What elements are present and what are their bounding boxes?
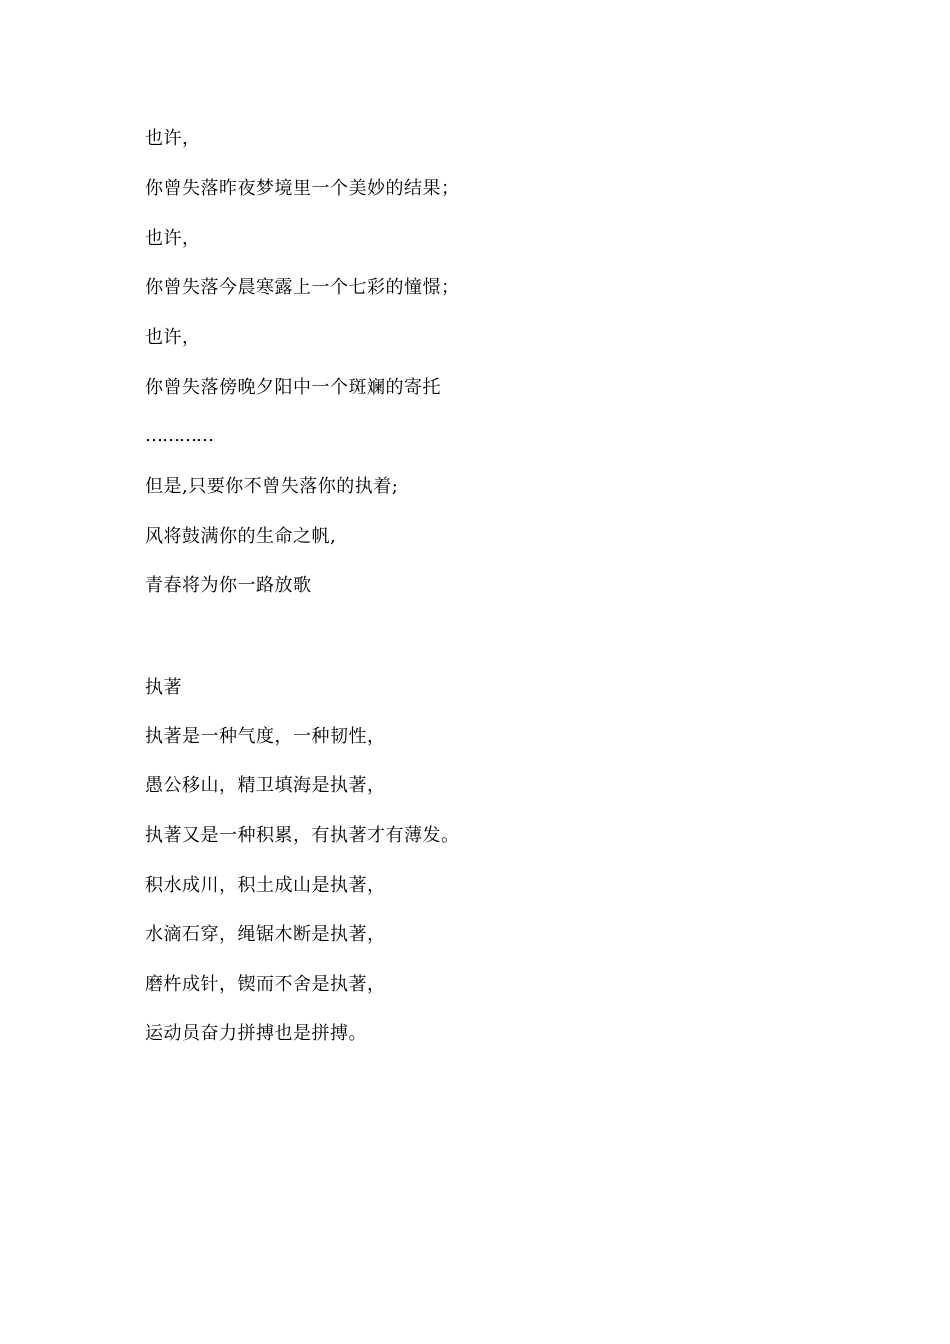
poem-line: 但是,只要你不曾失落你的执着; — [145, 476, 399, 497]
poem-line: 你曾失落傍晚夕阳中一个斑斓的寄托 — [145, 377, 441, 398]
essay-line: 水滴石穿，绳锯木断是执著， — [145, 924, 386, 945]
essay-line: 执著是一种气度，一种韧性， — [145, 726, 386, 747]
poem-line: 风将鼓满你的生命之帆, — [145, 526, 337, 547]
essay-line: 愚公移山，精卫填海是执著， — [145, 775, 386, 796]
poem-line: 也许， — [145, 228, 201, 249]
essay-line: 运动员奋力拼搏也是拼搏。 — [145, 1023, 367, 1044]
essay-line: 积水成川，积土成山是执著， — [145, 875, 386, 896]
poem-line: 也许， — [145, 327, 201, 348]
ellipsis-line: ………… — [145, 425, 213, 446]
section-title: 执著 — [145, 677, 182, 698]
essay-line: 磨杵成针，锲而不舍是执著， — [145, 974, 386, 995]
poem-line: 青春将为你一路放歌 — [145, 575, 312, 596]
poem-line: 你曾失落昨夜梦境里一个美妙的结果； — [145, 178, 460, 199]
poem-line: 也许， — [145, 128, 201, 149]
poem-line: 你曾失落今晨寒露上一个七彩的憧憬； — [145, 277, 460, 298]
essay-line: 执著又是一种积累，有执著才有薄发。 — [145, 825, 460, 846]
